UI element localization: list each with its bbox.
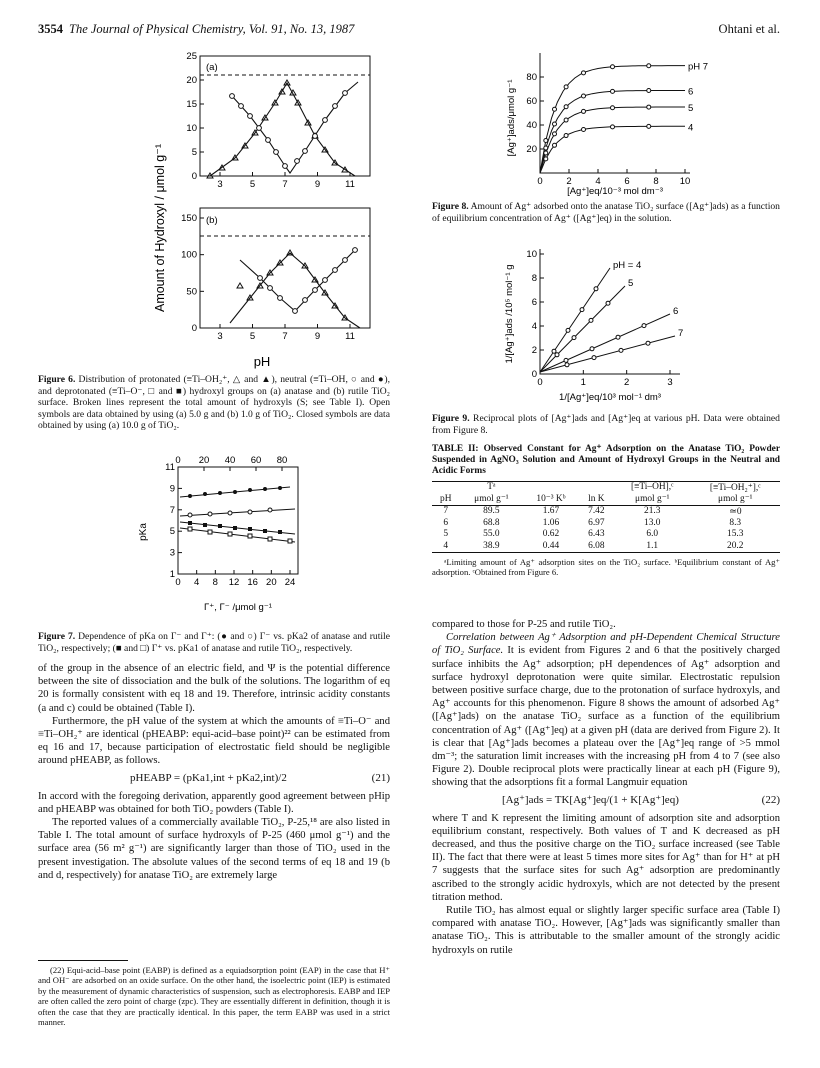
- figure-6a-marker: [257, 126, 262, 131]
- figure-8-marker: [564, 118, 568, 122]
- figure-7-marker: [203, 492, 207, 496]
- figure-8-marker: [553, 143, 557, 147]
- table-2-cell: 1.67: [542, 506, 560, 517]
- figure-7-marker: [263, 529, 267, 533]
- figure-9-marker: [646, 341, 650, 345]
- figure-7-ylabel: pKa: [138, 523, 149, 541]
- figure-9-line-label: 7: [678, 328, 684, 339]
- figure-8-marker: [553, 122, 557, 126]
- figure-8-marker: [564, 105, 568, 109]
- right-paragraph-1: It is evident from Figures 2 and 6 that the positively charged surface inhibits the Ag⁺ adsorption; pH dependences of Ag⁺ adsorption and surface hydroxyl deprotonation were quite similar. Electrostatic repulsion between positive surface charge, due to the protonation of surface hydroxyls, and Ag⁺ accounts for this phenomenon. Figure 8 shows the amount of adsorbed Ag⁺ ([Ag⁺]ads) on the anatase TiO₂ surface as a function of the equilibrium concentration of Ag⁺ ([Ag⁺]eq) at a given pH (data are derived from Figure 2). It is clear that [Ag⁺]ads becomes a plateau over the [Ag⁺]eq range of >5 mmol dm⁻³; the saturation limit increases with the increasing pH from 4 to 7 (see also Figure 2). Double reciprocal plots were practically linear at each pH (Figure 9), showing that the adsorptions fit a formal Langmuir equation: [432, 645, 780, 789]
- figure-7-marker: [268, 508, 272, 512]
- figure-7-marker: [288, 539, 292, 543]
- table-2-cell: 0.62: [542, 529, 560, 540]
- figure-7-xtick-label: 4: [194, 577, 200, 588]
- figure-6b-marker: [237, 283, 243, 288]
- figure-6a-xtick-label: 5: [249, 179, 256, 190]
- figure-9-marker: [564, 358, 568, 362]
- figure-7-ytick-label: 1: [169, 569, 175, 580]
- figure-9-marker: [619, 348, 623, 352]
- figure-7-xtick-label: 24: [284, 577, 296, 588]
- figure-7-xlabel: Γ⁺, Γ⁻ /μmol g⁻¹: [204, 602, 272, 613]
- figure-8-marker: [553, 132, 557, 136]
- table-2-cell: 6.0: [646, 529, 659, 540]
- figure-7-marker: [188, 521, 192, 525]
- figure-8-curve: [540, 107, 685, 173]
- figure-7-caption: Figure 7. Dependence of pKa on Γ⁻ and Γ⁺: (● and ○) Γ⁻ vs. pKa2 of anatase and rutile TiO₂, respectively; (■ and □) Γ⁺ vs. pKa1 of anatase and rutile TiO₂, respectively.: [38, 631, 390, 654]
- table-2-cell: 1.1: [646, 540, 659, 551]
- table-2-cell: 5: [443, 529, 449, 540]
- figure-7-marker: [188, 513, 192, 517]
- figure-8-ytick-label: 80: [526, 72, 537, 83]
- figure-8-marker: [564, 134, 568, 138]
- table-2-cell: [≡Ti–OH₂⁺],ᶜ: [709, 482, 761, 493]
- figure-9-ytick-label: 6: [531, 297, 537, 308]
- author-header: Ohtani et al.: [718, 22, 780, 36]
- figure-8-marker: [553, 107, 557, 111]
- figure-8-marker: [647, 89, 651, 93]
- right-paragraph-3: Rutile TiO₂ has almost equal or slightly larger specific surface area (Table I) compared with anatase TiO₂. However, [Ag⁺]ads was significantly smaller than anatase TiO₂. This is attributable to the smaller amount of the strongly acidic hydroxyls on rutile: [432, 905, 780, 956]
- figure-6a-marker: [230, 94, 235, 99]
- figure-6b-marker: [268, 286, 273, 291]
- figure-8-ylabel: [Ag⁺]ads/μmol g⁻¹: [506, 79, 517, 157]
- figure-7-ytick-label: 5: [169, 526, 175, 538]
- figure-7-top-xtick-label: 20: [198, 455, 210, 466]
- figure-7-ytick-label: 7: [169, 504, 175, 516]
- figure-8-xtick-label: 4: [595, 176, 601, 187]
- figure-8-curve: [540, 66, 685, 173]
- figure-8: [500, 48, 709, 198]
- figure-6b-xtick-label: 9: [314, 331, 321, 342]
- figure-6b-label: (b): [206, 215, 218, 226]
- figure-6-xlabel: pH: [253, 354, 271, 369]
- figure-6-caption: Figure 6. Distribution of protonated (≡Ti–OH₂⁺, △ and ▲), neutral (≡Ti–OH, ○ and ●), and deprotonated (≡Ti–O⁻, □ and ■) hydroxyl groups on (a) anatase and (b) rutile TiO₂ surface. Broken lines represent the total amount of hydroxyls (S; see Table I). Open symbols are data obtained by using (a) 5.0 g and (b) 1.0 g of TiO₂. Closed symbols are data obtained by using (a) 10.0 g of TiO₂.: [38, 374, 390, 432]
- figure-7-ytick-label: 11: [165, 462, 175, 473]
- table-2-cell: 8.3: [729, 517, 742, 528]
- figure-6a-marker: [323, 118, 328, 123]
- figure-8-caption: Figure 8. Amount of Ag⁺ adsorbed onto the anatase TiO₂ surface ([Ag⁺]ads) as a function of equilibrium concentration of Ag⁺ ([Ag⁺]eq) in the solution.: [432, 201, 780, 224]
- figure-7-top-xtick-label: 0: [175, 455, 181, 466]
- figure-9-marker: [589, 318, 593, 322]
- figure-7-line-2: [180, 509, 295, 516]
- table-2-cell: ≃0: [728, 506, 742, 517]
- figure-8-marker: [564, 85, 568, 89]
- figure-9-marker: [555, 353, 559, 357]
- figure-6b-marker: [303, 298, 308, 303]
- figure-7-marker: [278, 486, 282, 490]
- figure-9-ytick-label: 8: [531, 273, 537, 284]
- figure-6b-marker: [313, 288, 318, 293]
- figure-9-xtick-label: 1: [580, 377, 586, 388]
- figure-7-marker: [188, 494, 192, 498]
- figure-8-xtick-label: 10: [679, 176, 691, 187]
- table-2-cell: 55.0: [483, 529, 500, 540]
- figure-6b-xtick-label: 5: [249, 331, 256, 342]
- figure-8-curve-label: pH 7: [688, 61, 709, 73]
- figure-7-xtick-label: 8: [212, 577, 218, 588]
- figure-6b-marker: [278, 296, 283, 301]
- figure-8-marker: [647, 105, 651, 109]
- figure-9-line-label: 5: [628, 278, 634, 289]
- figure-7-marker: [233, 490, 237, 494]
- figure-9-marker: [606, 301, 610, 305]
- table-2-row: [432, 505, 780, 517]
- figure-7-frame: [178, 467, 298, 574]
- table-2-cell: pH: [440, 493, 452, 504]
- table-2-cell: 13.0: [644, 517, 661, 528]
- figure-9-axes: [540, 249, 680, 374]
- figure-8-xtick-label: 8: [653, 176, 659, 187]
- figure-6b-marker: [353, 248, 358, 253]
- figure-6b-marker: [258, 276, 263, 281]
- figure-9-marker: [590, 347, 594, 351]
- figure-9-line-label: pH = 4: [613, 260, 642, 271]
- figure-6a-ytick-label: 10: [186, 123, 197, 134]
- table-2-cell: 68.8: [483, 517, 500, 528]
- figure-7-marker: [208, 530, 212, 534]
- left-paragraph-3: In accord with the foregoing derivation, apparently good agreement between pHip and pHEABP was obtained for both TiO₂ powders (Table I).: [38, 790, 390, 815]
- figure-7-marker: [248, 488, 252, 492]
- figure-9-marker: [592, 356, 596, 360]
- right-paragraph-2: where T and K represent the limiting amount of adsorption site and adsorption equilibrium constant, respectively. Both values of T and K decreased as pH decreased, and thus the positive charge on the TiO₂ surface increased (see Table II). The fact that there were at least 5 times more sites for Ag⁺ than for H⁺ at pH 7 suggests that the surface sites for such Ag⁺ adsorption are predominantly ascribed to the strongly acidic hydroxyls, which are not detected by the present titration method.: [432, 812, 780, 903]
- figure-7-xtick-label: 20: [266, 577, 277, 588]
- table-2-cell: μmol g⁻¹: [718, 494, 753, 505]
- figure-9-ylabel: 1/[Ag⁺]ads /10⁵ mol⁻¹ g: [504, 264, 515, 364]
- figure-6a-marker: [266, 138, 271, 143]
- figure-6b-ytick-label: 50: [186, 286, 197, 298]
- figure-7: [130, 452, 350, 617]
- table-2-cell: 7: [443, 506, 449, 517]
- figure-6a-marker: [343, 91, 348, 96]
- table-2-footnote: ᵃLimiting amount of Ag⁺ adsorption sites on the TiO₂ surface. ᵇEquilibrium constant of Ag⁺ adsorption. ᶜObtained from Figure 6.: [432, 556, 780, 578]
- footnote-rule: [38, 960, 128, 961]
- figure-6b-ytick-label: 0: [191, 323, 197, 334]
- figure-8-marker: [647, 64, 651, 68]
- figure-9-marker: [642, 324, 646, 328]
- figure-6b-xtick-label: 3: [217, 331, 223, 342]
- table-2-cell: 38.9: [483, 540, 500, 551]
- table-2-cell: 89.5: [483, 506, 500, 517]
- figure-8-marker: [582, 94, 586, 98]
- figure-6b-frame: [200, 208, 370, 328]
- table-2-cell: 1.06: [542, 517, 560, 528]
- figure-8-marker: [544, 157, 548, 161]
- figure-9-marker: [594, 287, 598, 291]
- figure-8-xtick-label: 0: [537, 176, 543, 187]
- left-paragraph-1: of the group in the absence of an electric field, and Ψ is the potential difference between the site of dissociation and the bulk of the solutions. The logarithm of eq 20 is formally consistent with eq 18 and 19. Therefore, intrinsic acidity constants (a and c) could be obtained (Table I).: [38, 663, 390, 714]
- figure-9-caption: Figure 9. Reciprocal plots of [Ag⁺]ads and [Ag⁺]eq at various pH. Data were obtained from Figure 8.: [432, 413, 780, 436]
- table-2-head1: [432, 482, 780, 494]
- figure-7-line-3: [180, 522, 295, 534]
- figure-6a-marker: [295, 159, 300, 164]
- figure-9-marker: [565, 363, 569, 367]
- table-2-cell: 6: [443, 517, 449, 528]
- table-2-row: [432, 517, 780, 529]
- equation-22: [Ag⁺]ads = TK[Ag⁺]eq/(1 + K[Ag⁺]eq): [502, 793, 679, 806]
- figure-8-ytick-label: 40: [526, 120, 537, 131]
- figure-7-ytick-label: 9: [169, 483, 175, 495]
- figure-8-ytick-label: 60: [526, 96, 537, 107]
- figure-6b-ytick-label: 150: [181, 213, 197, 224]
- table-2-cell: μmol g⁻¹: [474, 494, 509, 505]
- figure-9-xtick-label: 2: [624, 377, 630, 388]
- table-2-cell: [432, 482, 460, 494]
- figure-8-marker: [544, 151, 548, 155]
- figure-9-marker: [552, 349, 556, 353]
- figure-7-marker: [203, 523, 207, 527]
- figure-8-curve-label: 6: [688, 86, 694, 98]
- figure-7-top-xtick-label: 60: [250, 455, 262, 466]
- figure-6a-label: (a): [206, 62, 218, 73]
- table-2-title: TABLE II: Observed Constant for Ag⁺ Adsorption on the Anatase TiO₂ Powder Suspended in AgNO₃ Solution and Amount of Hydroxyl Groups in the Neutral and Acidic Forms: [432, 444, 780, 477]
- journal-citation: The Journal of Physical Chemistry, Vol. 91, No. 13, 1987: [69, 22, 355, 36]
- figure-6a-marker: [303, 149, 308, 154]
- table-2-cell: 10⁻³ Kᵇ: [536, 494, 566, 505]
- figure-6a-marker: [283, 164, 288, 169]
- figure-7-marker: [188, 527, 192, 531]
- table-2-cell: 20.2: [727, 540, 744, 551]
- figure-9: [500, 244, 700, 404]
- figure-6a-marker: [239, 104, 244, 109]
- figure-6a-xtick-label: 9: [314, 179, 321, 190]
- figure-6a-ytick-label: 15: [186, 99, 197, 110]
- figure-6a-xtick-label: 11: [345, 179, 355, 190]
- table-2-cell: 7.42: [588, 506, 605, 517]
- figure-7-top-xtick-label: 40: [224, 455, 236, 466]
- table-2-cell: [579, 482, 614, 494]
- figure-9-marker: [580, 308, 584, 312]
- figure-8-curve: [540, 91, 685, 174]
- figure-8-marker: [611, 89, 615, 93]
- figure-7-xtick-label: 12: [228, 577, 240, 588]
- figure-7-ytick-label: 3: [169, 547, 175, 559]
- figure-8-xtick-label: 6: [624, 176, 630, 187]
- figure-8-ytick-label: 20: [526, 144, 537, 155]
- table-2-cell: [523, 482, 578, 494]
- table-2-row: [432, 540, 780, 552]
- table-2-grid: [432, 482, 780, 552]
- figure-9-ytick-label: 4: [531, 321, 537, 332]
- table-2-cell: Tᵃ: [487, 482, 496, 493]
- running-header: [38, 22, 780, 40]
- figure-6b-markers: [237, 248, 357, 320]
- figure-7-marker: [248, 510, 252, 514]
- figure-8-marker: [544, 139, 548, 143]
- equation-21-number: (21): [371, 771, 390, 784]
- equation-21: pHEABP = (pKa1,int + pKa2,int)/2: [130, 771, 287, 784]
- figure-9-ytick-label: 0: [531, 369, 537, 380]
- figure-8-marker: [611, 125, 615, 129]
- figure-7-marker: [248, 534, 252, 538]
- figure-8-marker: [611, 106, 615, 110]
- table-2-cell: μmol g⁻¹: [635, 494, 670, 505]
- figure-7-line-4: [180, 528, 295, 542]
- figure-8-curve-label: 4: [688, 122, 694, 134]
- figure-6a-marker: [248, 114, 253, 119]
- figure-8-marker: [582, 71, 586, 75]
- figure-6a-ytick-label: 0: [191, 171, 197, 182]
- left-paragraph-4: The reported values of a commercially available TiO₂, P-25,¹⁸ are also listed in Table I. The total amount of surface hydroxyls of P-25 (460 μmol g⁻¹) and the surface area (56 m² g⁻¹) are significantly larger than those of TiO₂ used in the present investigation. The absolute values of the second terms of eq 18 and 19 (b and d, respectively) for anatase TiO₂ are extremely large: [38, 817, 390, 881]
- figure-7-marker: [218, 491, 222, 495]
- figure-8-xtick-label: 2: [566, 176, 572, 187]
- table-2: [432, 444, 780, 577]
- section-heading: Correlation between Ag⁺ Adsorption and pH-Dependent Chemical Structure of TiO₂ Surface.: [432, 632, 780, 657]
- figure-6a-marker: [274, 150, 279, 155]
- figure-9-line-label: 6: [673, 306, 679, 317]
- figure-6b-ytick-label: 100: [181, 249, 197, 261]
- figure-8-curve-label: 5: [688, 103, 694, 114]
- figure-6a-xtick-label: 7: [282, 179, 288, 190]
- right-column-text: [432, 618, 780, 957]
- figure-7-top-xtick-label: 80: [276, 455, 288, 466]
- table-2-cell: 0.44: [542, 540, 560, 551]
- figure-8-marker: [582, 127, 586, 131]
- figure-9-marker: [566, 328, 570, 332]
- figure-9-xtick-label: 3: [667, 377, 673, 388]
- figure-6b-xtick-label: 11: [345, 331, 355, 342]
- figure-7-marker: [278, 530, 282, 534]
- figure-6: [140, 48, 380, 370]
- figure-6a-marker: [313, 134, 318, 139]
- table-2-cell: 15.3: [727, 529, 744, 540]
- table-2-cell: [≡Ti–OH],ᶜ: [630, 482, 674, 493]
- table-2-cell: ln K: [588, 493, 605, 504]
- figure-7-marker: [268, 537, 272, 541]
- right-paragraph-0: compared to those for P-25 and rutile TiO₂.: [432, 619, 616, 630]
- figure-8-curve: [540, 126, 685, 173]
- figure-6a-marker: [333, 104, 338, 109]
- figure-6b-marker: [293, 309, 298, 314]
- figure-8-marker: [611, 65, 615, 69]
- equation-22-number: (22): [761, 793, 780, 806]
- table-2-cell: 21.3: [644, 506, 661, 517]
- figure-9-xtick-label: 0: [537, 377, 543, 388]
- figure-6a-frame: [200, 56, 370, 176]
- figure-6b-xtick-label: 7: [282, 331, 288, 342]
- figure-6a-ytick-label: 5: [191, 147, 197, 158]
- figure-7-marker: [218, 524, 222, 528]
- table-2-cell: 6.08: [588, 540, 605, 551]
- table-2-head2: [432, 493, 780, 505]
- table-2-cell: 6.43: [588, 529, 605, 540]
- figure-8-axes: [540, 53, 690, 173]
- table-2-row: [432, 529, 780, 541]
- figure-9-marker: [616, 335, 620, 339]
- figure-7-xtick-label: 0: [175, 577, 181, 588]
- figure-6a-ytick-label: 20: [186, 75, 197, 86]
- figure-8-marker: [582, 109, 586, 113]
- figure-7-marker: [228, 532, 232, 536]
- page-number: 3554: [38, 22, 63, 36]
- figure-7-marker: [248, 527, 252, 531]
- figure-6a-ytick-label: 25: [186, 51, 197, 62]
- figure-9-ytick-label: 10: [526, 249, 537, 260]
- figure-7-marker: [228, 511, 232, 515]
- figure-8-xlabel: [Ag⁺]eq/10⁻³ mol dm⁻³: [567, 186, 663, 197]
- figure-9-line: [540, 286, 625, 372]
- figure-7-marker: [208, 512, 212, 516]
- figure-6-ylabel: Amount of Hydroxyl / μmol g⁻¹: [153, 143, 167, 313]
- table-2-cell: 6.97: [588, 517, 605, 528]
- figure-7-marker: [233, 526, 237, 530]
- figure-9-marker: [572, 336, 576, 340]
- figure-7-xtick-label: 16: [247, 577, 258, 588]
- figure-6a-xtick-label: 3: [217, 179, 223, 190]
- figure-9-ytick-label: 2: [531, 345, 537, 356]
- figure-6b-marker: [333, 268, 338, 273]
- table-2-cell: 4: [443, 540, 449, 551]
- figure-7-marker: [263, 487, 267, 491]
- figure-8-marker: [647, 124, 651, 128]
- figure-9-xlabel: 1/[Ag⁺]eq/10³ mol⁻¹ dm³: [559, 392, 661, 403]
- figure-6b-marker: [323, 278, 328, 283]
- footnote-22: (22) Equi-acid–base point (EABP) is defined as a equiadsorption point (EAP) in the case that H⁺ and OH⁻ are adsorbed on an oxide surface. On the other hand, the isoelectric point (IEP) is estimated by the measurement of dynamic characteristics of suspension, such as electrophoresis. EABP and IEP are often called the zero point of charge (zpc). They are essentially different in definition, though it is often the case that they are practically identical. In this paper, the term EABP was used in a strict manner.: [38, 965, 390, 1028]
- left-paragraph-2: Furthermore, the pH value of the system at which the amounts of ≡Ti–O⁻ and ≡Ti–OH₂⁺ are identical (pHEABP: equi-acid–base point)²² can be estimated from eq 16 and 17, because participation of electrostatic field should be negligible around pHEABP, as follows.: [38, 715, 390, 767]
- figure-6b-marker: [343, 258, 348, 263]
- left-column-text: [38, 662, 390, 882]
